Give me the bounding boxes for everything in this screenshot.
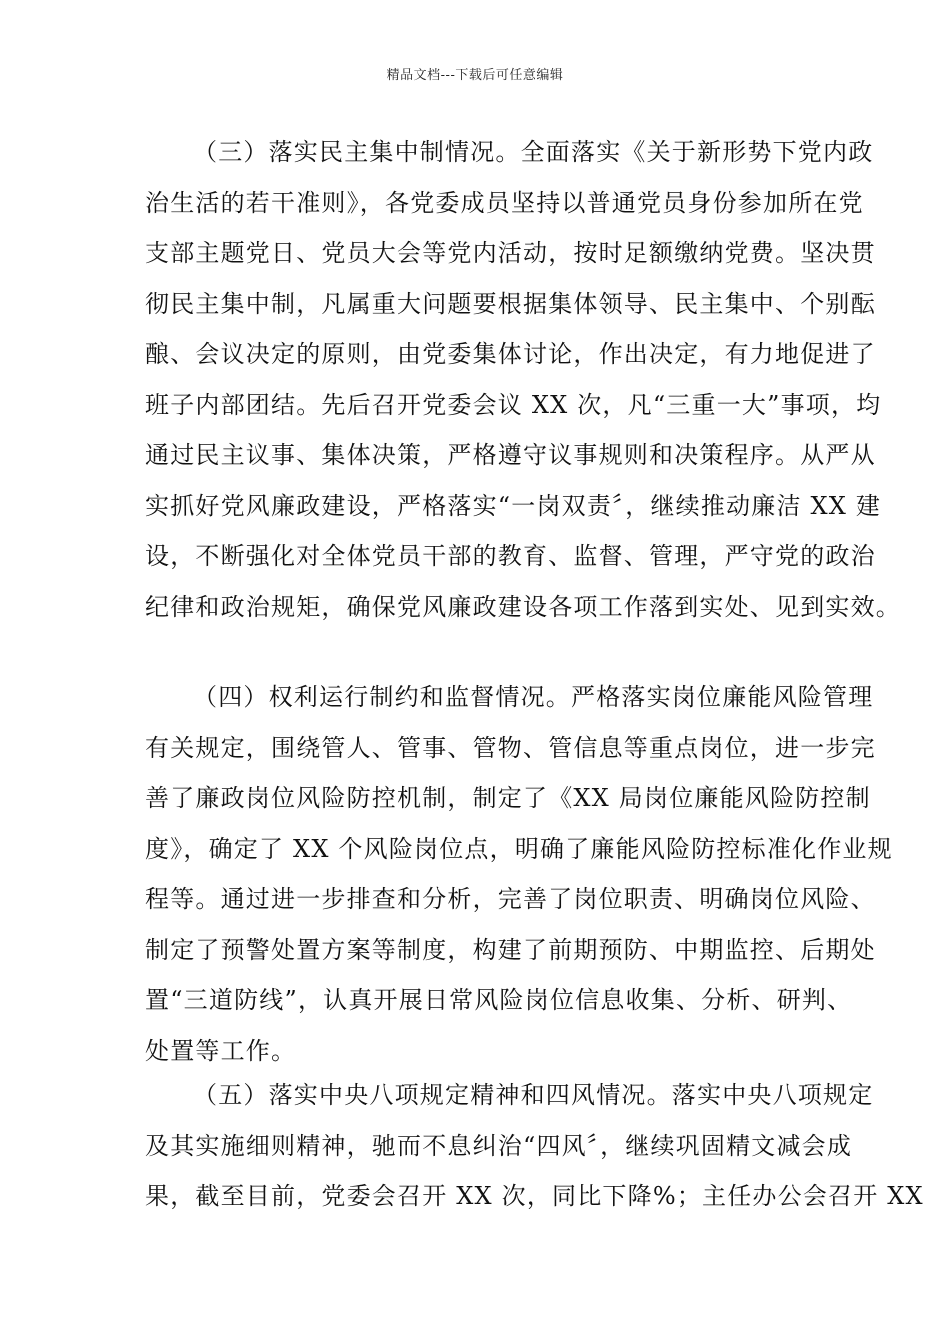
- text-line: 通过民主议事、集体决策，严格遵守议事规则和决策程序。从严从: [145, 441, 876, 469]
- text-line: 支部主题党日、党员大会等党内活动，按时足额缴纳党费。坚决贯: [145, 239, 876, 267]
- text-line: 处置等工作。: [145, 1036, 297, 1065]
- text-line: 酿、会议决定的原则，由党委集体讨论，作出决定，有力地促进了: [145, 340, 876, 368]
- paragraph-eight-regulations: [145, 1070, 924, 1222]
- text-line: 实抓好党风廉政建设，严格落实“一岗双责〞，继续推动廉洁 XX 建: [145, 491, 882, 520]
- text-line: （五）落实中央八项规定精神和四风情况。落实中央八项规定: [193, 1081, 874, 1109]
- paragraph-power-supervision: [145, 672, 893, 1076]
- text-line: （四）权利运行制约和监督情况。严格落实岗位廉能风险管理: [193, 683, 874, 711]
- paragraph-democratic-centralism: [145, 127, 901, 632]
- text-line: （三）落实民主集中制情况。全面落实《关于新形势下党内政: [193, 138, 874, 166]
- text-line: 置“三道防线”，认真开展日常风险岗位信息收集、分析、研判、: [145, 986, 853, 1014]
- text-line: 纪律和政治规矩，确保党风廉政建设各项工作落到实处、见到实效。: [145, 592, 901, 621]
- text-line: 有关规定，围绕管人、管事、管物、管信息等重点岗位，进一步完: [145, 733, 876, 762]
- text-line: 及其实施细则精神，驰而不息纠治“四风〞，继续巩固精文减会成: [145, 1131, 853, 1160]
- text-line: 度》，确定了 XX 个风险岗位点，明确了廉能风险防控标准化作业规: [145, 834, 893, 863]
- text-line: 制定了预警处置方案等制度，构建了前期预防、中期监控、后期处: [145, 935, 876, 964]
- text-line: 班子内部团结。先后召开党委会议 XX 次，凡“三重一大”事项，均: [145, 390, 882, 419]
- text-line: 善了廉政岗位风险防控机制，制定了《XX 局岗位廉能风险防控制: [145, 784, 871, 812]
- text-line: 彻民主集中制，凡属重大问题要根据集体领导、民主集中、个别酝: [145, 289, 876, 318]
- text-line: 果，截至目前，党委会召开 XX 次，同比下降%；主任办公会召开 XX: [145, 1182, 924, 1210]
- text-line: 程等。通过进一步排查和分析，完善了岗位职责、明确岗位风险、: [145, 885, 876, 913]
- text-line: 治生活的若干准则》，各党委成员坚持以普通党员身份参加所在党: [145, 188, 864, 217]
- page-header: 精品文档---下载后可任意编辑: [386, 68, 564, 83]
- text-line: 设，不断强化对全体党员干部的教育、监督、管理，严守党的政治: [145, 542, 876, 570]
